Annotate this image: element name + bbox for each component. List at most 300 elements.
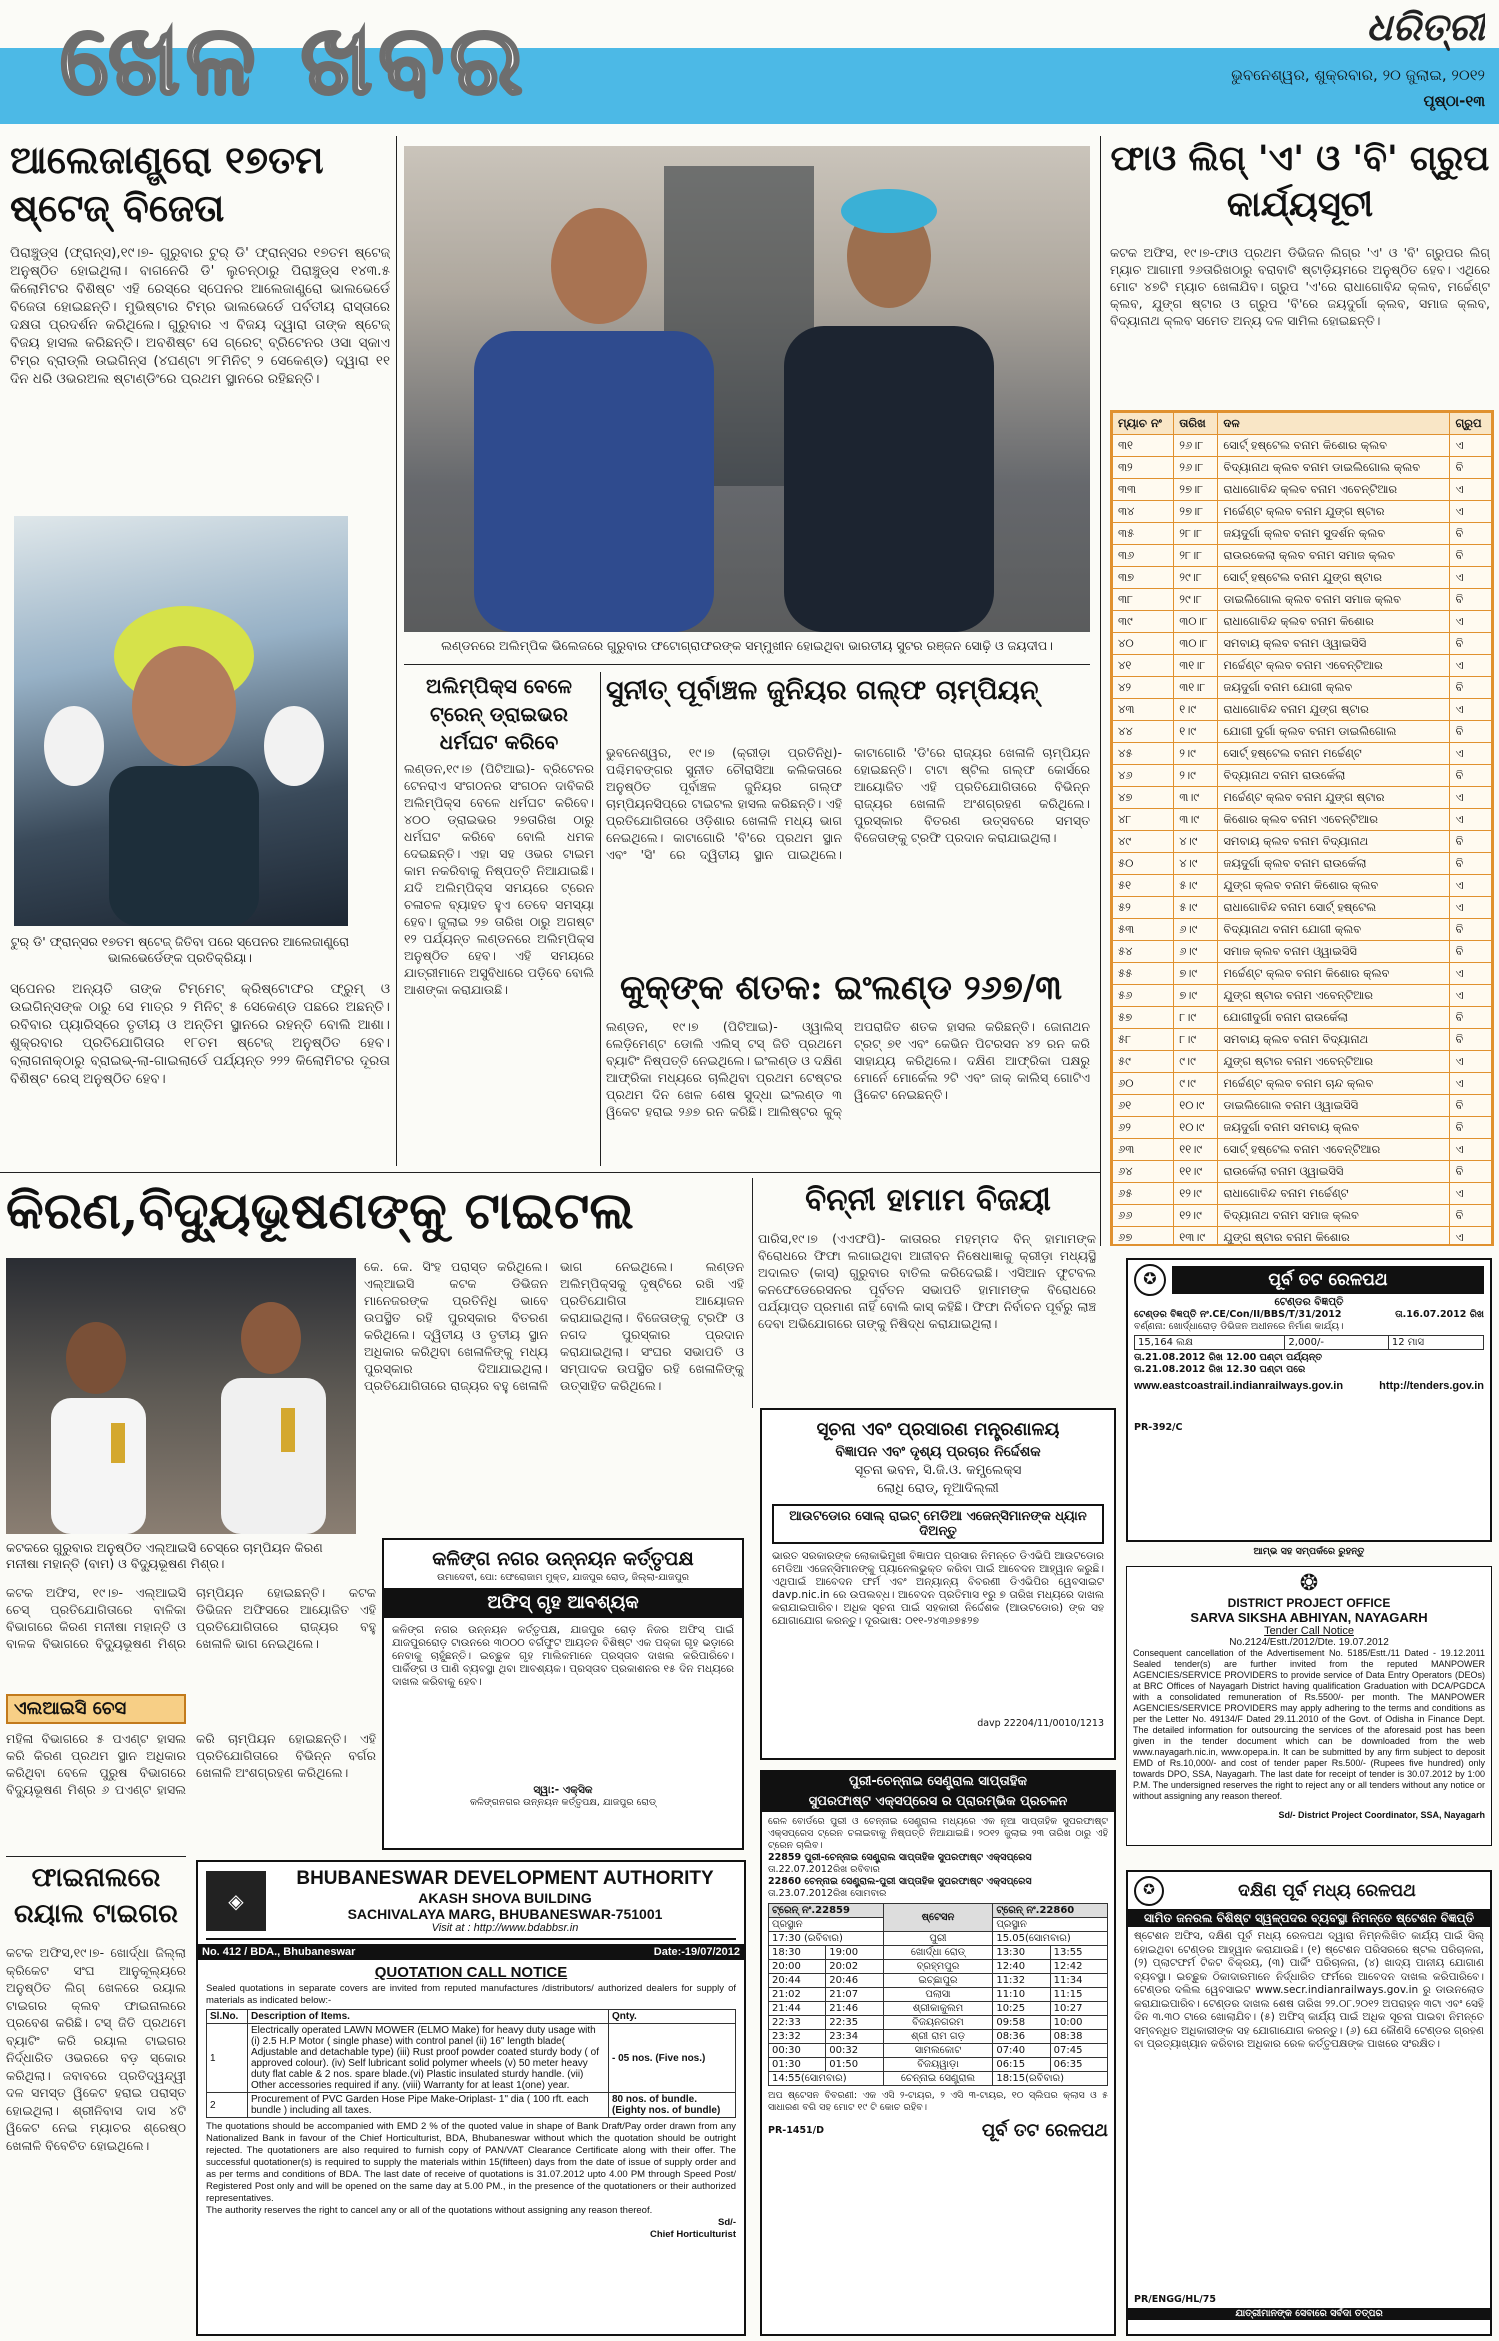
schedule-cell-teams: ରାଧାଗୋବିନ୍ଦ କ୍ଲବ ବନାମ ଏବେନ୍ଟିଆର <box>1218 479 1450 501</box>
schedule-cell-date: ୨।୯ <box>1174 743 1218 765</box>
schedule-row <box>1113 1007 1492 1029</box>
kiran-body-continued: ମହିଳା ବିଭାଗରେ ୫ ପଏଣ୍ଟ ହାସଲ କରି କିରଣ ପ୍ରଥମ ସ୍ଥାନ ଅଧିକାର କରିଥିବା ବେଳେ ପୁରୁଷ ବିଭାଗରେ ବିଦ୍ୟୁଭୂଷଣ ମିଶ୍ର ୬ ପଏଣ୍ଟ ହାସଲ କରି ଚାମ୍ପିୟନ ହୋଇଛନ୍ତି। ଏହି ପ୍ରତିଯୋଗିତାରେ ବିଭିନ୍ନ ବର୍ଗର ଖେଳାଳି ଅଂଶଗ୍ରହଣ କରିଥିଲେ। <box>6 1731 376 1797</box>
schedule-cell-match: ୫୩ <box>1113 919 1174 941</box>
schedule-row <box>1113 677 1492 699</box>
schedule-cell-group: ଏ <box>1450 743 1492 765</box>
schedule-cell-date: ୪।୯ <box>1174 853 1218 875</box>
train-strike-body: ଲଣ୍ଡନ,୧୯।୭ (ପିଟିଆଇ)- ବ୍ରିଟେନର ଟେନରାଏ ସଂଗଠନର ସଂଗଠନ ଦାବିକରି ଅଲିମ୍ପିକ୍ସ ବେଳେ ଧର୍ମଘଟ କରିବେ। ୪୦୦ ଡ୍ରାଇଭର ୨୭ତାରିଖ ଠାରୁ ଧର୍ମଘଟ କରିବେ ବୋଲି ଧମକ ଦେଇଛନ୍ତି। ଏହା ସହ ଓଭର ଟାଇମ କାମ ନକରିବାକୁ ନିଷ୍ପତ୍ତି ନିଆଯାଇଛି। ଯଦି ଅଲିମ୍ପିକ୍ସ ସମୟରେ ଟ୍ରେନ ଚଳାଚଳ ବ୍ୟାହତ ହୁଏ ତେବେ ସମସ୍ୟା ହେବ। ଜୁଲାଇ ୨୭ ତାରିଖ ଠାରୁ ଅଗଷ୍ଟ ୧୨ ପର୍ଯ୍ୟନ୍ତ ଲଣ୍ଡନରେ ଅଲିମ୍ପିକ୍ସ ଅନୁଷ୍ଠିତ ହେବ। ଏହି ସମୟରେ ଯାତ୍ରୀମାନେ ଅସୁବିଧାରେ ପଡ଼ିବେ ବୋଲି ଆଶଙ୍କା କରାଯାଉଛି। <box>404 761 594 997</box>
schedule-cell-group: ବି <box>1450 633 1492 655</box>
schedule-row <box>1113 545 1492 567</box>
headline-kiran: କିରଣ,ବିଦ୍ୟୁଭୂଷଣଙ୍କୁ ଟାଇଟଲ <box>6 1181 634 1241</box>
cyclist-illustration <box>14 516 348 926</box>
schedule-row <box>1113 721 1492 743</box>
schedule-row <box>1113 589 1492 611</box>
schedule-cell-date: ୬।୯ <box>1174 919 1218 941</box>
schedule-cell-teams: ଯୁଙ୍ଗ ଷ୍ଟାର ବନାମ କିଶୋର <box>1218 1227 1450 1247</box>
table-row: 21:02 21:07 ପଲାସା 11:10 11:15 <box>769 1988 1108 2002</box>
schedule-cell-group: ଏ <box>1450 501 1492 523</box>
kiran-body-lead: କଟକ ଅଫିସ, ୧୯।୭- ଏଲ୍‌ଆଇସି ଚେସ୍ ପ୍ରତିଯୋଗିତାରେ ବାଳିକା ବିଭାଗରେ କିରଣ ମନୀଷା ମହାନ୍ତି ଓ ବାଳକ ବିଭାଗରେ ବିଦ୍ୟୁଭୂଷଣ ମିଶ୍ର ଚାମ୍ପିୟନ ହୋଇଛନ୍ତି। କଟକ ଡିଭିଜନ ଅଫିସରେ ଆୟୋଜିତ ଏହି ପ୍ରତିଯୋଗିତାରେ ରାଜ୍ୟର ବହୁ ଖେଳାଳି ଭାଗ ନେଇଥିଲେ। <box>6 1585 376 1651</box>
schedule-row <box>1113 809 1492 831</box>
schedule-col-teams: ଦଳ <box>1218 413 1450 435</box>
schedule-cell-group: ବି <box>1450 1205 1492 1227</box>
schedule-row <box>1113 1227 1492 1247</box>
schedule-row <box>1113 919 1492 941</box>
ssa-tender-advertisement <box>1126 1566 1492 1846</box>
schedule-cell-teams: ସମବାୟ କ୍ଲବ ବନାମ ଓ୍ୱାଇସିସି <box>1218 633 1450 655</box>
schedule-cell-teams: ସୋର୍ଟ୍ ହଷ୍ଟେଲ ବନାମ ମର୍ଚ୍ଚେଣ୍ଟ <box>1218 743 1450 765</box>
schedule-cell-group: ବି <box>1450 1095 1492 1117</box>
schedule-row <box>1113 501 1492 523</box>
column-divider <box>396 136 397 1166</box>
schedule-row <box>1113 435 1492 457</box>
puri-brand: ପୂର୍ବ ତଟ ରେଳପଥ <box>981 2120 1108 2141</box>
schedule-row <box>1113 1073 1492 1095</box>
schedule-cell-match: ୬୭ <box>1113 1227 1174 1247</box>
schedule-cell-group: ବି <box>1450 1161 1492 1183</box>
schedule-cell-date: ୮।୯ <box>1174 1007 1218 1029</box>
headline-sunit-golf: ସୁନୀତ୍ ପୂର୍ବାଞ୍ଚଳ ଜୁନିୟର ଗଲ୍ଫ ଚାମ୍ପିୟନ୍ <box>606 676 1039 706</box>
schedule-cell-group: ଏ <box>1450 699 1492 721</box>
ssa-ref: No.2124/Estt./2012/Dte. 19.07.2012 <box>1229 1637 1389 1648</box>
fao-schedule-box <box>1110 410 1494 1246</box>
schedule-cell-group: ବି <box>1450 765 1492 787</box>
davp-sub: ବିଜ୍ଞାପନ ଏବଂ ଦୃଶ୍ୟ ପ୍ରଚାର ନିର୍ଦ୍ଦେଶକ <box>835 1444 1041 1460</box>
schedule-cell-match: ୫୧ <box>1113 875 1174 897</box>
schedule-cell-date: ୧୧।୯ <box>1174 1139 1218 1161</box>
winner1-shirt <box>51 1398 146 1534</box>
jersey-shape <box>109 766 259 926</box>
bda-col-no: Sl.No. <box>207 2010 248 2024</box>
davp-address: ସୂଚନା ଭବନ, ସି.ଜି.ଓ. କମ୍ପ୍ଲେକ୍ସ <box>854 1463 1022 1478</box>
schedule-cell-date: ୨୮।୮ <box>1174 545 1218 567</box>
schedule-row <box>1113 1139 1492 1161</box>
schedule-cell-match: ୫୨ <box>1113 897 1174 919</box>
schedule-cell-match: ୬୧ <box>1113 1095 1174 1117</box>
schedule-row <box>1113 457 1492 479</box>
schedule-cell-group: ଏ <box>1450 1073 1492 1095</box>
schedule-cell-group: ଏ <box>1450 435 1492 457</box>
east-coast-tender-advertisement <box>1126 1258 1492 1542</box>
secr-footer: ଯାତ୍ରୀମାନଙ୍କ ସେବାରେ ସର୍ବଦା ତତ୍ପର <box>1128 2308 1490 2320</box>
schedule-cell-date: ୫।୯ <box>1174 875 1218 897</box>
ecr-subtitle: ଟେଣ୍ଡର ବିଜ୍ଞପ୍ତି <box>1274 1296 1344 1308</box>
schedule-row <box>1113 1117 1492 1139</box>
bda-notice-title: QUOTATION CALL NOTICE <box>374 1964 568 1981</box>
section-divider <box>6 1856 186 1857</box>
schedule-cell-match: ୪୫ <box>1113 743 1174 765</box>
schedule-cell-group: ବି <box>1450 677 1492 699</box>
schedule-col-match: ମ୍ୟାଚ ନଂ <box>1113 413 1174 435</box>
schedule-cell-group: ବି <box>1450 523 1492 545</box>
puri-footer: ଅପ ଷ୍ଟେସନ ବିବରଣୀ: ଏକ ଏସି ୨-ଟାୟର, ୨ ଏସି ୩-ଟାୟର, ୧୦ ସ୍ଲିପର କ୍ଲାସ ଓ ୫ ସାଧାରଣ ବଗି ସହ ମୋଟ ୧୯ ଟି କୋଚ ରହିବ। <box>768 2090 1108 2113</box>
schedule-cell-date: ୬।୯ <box>1174 941 1218 963</box>
schedule-cell-group: ଏ <box>1450 655 1492 677</box>
schedule-cell-group: ଏ <box>1450 897 1492 919</box>
schedule-cell-group: ଏ <box>1450 875 1492 897</box>
schedule-cell-match: ୪୦ <box>1113 633 1174 655</box>
headline-tour: ଆଲେଜାଣ୍ଡ୍ରୋ ୧୭ତମ ଷ୍ଟେଜ୍ ବିଜେତା <box>10 137 324 230</box>
tour-body-continued: ସ୍ପେନର ଅନ୍ୟତି ତାଙ୍କ ଟିମ୍‌ମେଟ୍ କ୍ରିଷ୍ଟୋଫର ଫ୍ରୁମ୍ ଓ ଉଇଗିନ୍ସଙ୍କ ଠାରୁ ସେ ମାତ୍ର ୨ ମିନିଟ୍ ୫ ସେକେଣ୍ଡ ପଛରେ ଅଛନ୍ତି। ରବିବାର ପ୍ୟାରିସ୍‌ରେ ତୃତୀୟ ଓ ଅନ୍ତିମ ସ୍ଥାନରେ ରହନ୍ତି ବୋଲି ଆଶା। ଶୁକ୍ରବାର ପ୍ରତିଯୋଗିତାର ୧୮ତମ ଷ୍ଟେଜ୍ ଅନୁଷ୍ଠିତ ହେବ। ବ୍ଲାଗନାକ୍‌ଠାରୁ ବ୍ରାଇଭ୍-ଲା-ଗାଇଲାର୍ଡେ ପର୍ଯ୍ୟନ୍ତ ୨୨୨ କିଲୋମିଟର ଦୂରତା ବିଶିଷ୍ଟ ରେସ୍ ଅନୁଷ୍ଠିତ ହେବ। <box>10 981 390 1087</box>
bda-sub1: AKASH SHOVA BUILDING <box>418 1890 592 1906</box>
bda-col-qty: Qnty. <box>609 2010 736 2024</box>
table-row: 23:32 23:34 ଶ୍ରୀ ରାମ ଗଡ଼ 08:36 08:38 <box>769 2030 1108 2044</box>
section-divider <box>0 1172 1100 1173</box>
schedule-cell-group: ଏ <box>1450 809 1492 831</box>
schedule-cell-teams: ଯୁଙ୍ଗ ଷ୍ଟାର ବନାମ ଏବେନ୍ଟିଆର <box>1218 1051 1450 1073</box>
schedule-cell-teams: ସମବାୟ କ୍ଲବ ବନାମ ବିଦ୍ୟାନାଥ <box>1218 831 1450 853</box>
chess-winners-photo <box>6 1258 356 1534</box>
schedule-cell-date: ୧।୯ <box>1174 721 1218 743</box>
schedule-cell-date: ୪।୯ <box>1174 831 1218 853</box>
headline-royal-tiger: ଫାଇନାଲରେ ରୟାଲ ଟାଇଗର <box>13 1863 178 1929</box>
schedule-cell-match: ୪୮ <box>1113 809 1174 831</box>
railway-logo-icon: ✪ <box>1134 1264 1166 1296</box>
kalinga-body: କଳିଙ୍ଗ ନଗର ଉନ୍ନୟନ କର୍ତ୍ତୃପକ୍ଷ, ଯାଜପୁର ରୋଡ଼ ନିଜର ଅଫିସ୍ ପାଇଁ ଯାଜପୁରରୋଡ଼ ଟାଉନରେ ୩୦୦୦ ବର୍ଗଫୁଟ ଆୟତନ ବିଶିଷ୍ଟ ଏକ ପକ୍କା ଗୃହ ଭଡ଼ାରେ ନେବାକୁ ଚାହୁଁଛନ୍ତି। ଇଚ୍ଛୁକ ଗୃହ ମାଲିକମାନେ ପ୍ରସ୍ତାବ ଦାଖଲ କରିପାରିବେ। ପାର୍କିଙ୍ଗ ଓ ପାଣି ବ୍ୟବସ୍ଥା ଥିବା ଆବଶ୍ୟକ। ପ୍ରସ୍ତାବ ପ୍ରକାଶନର ୧୫ ଦିନ ମଧ୍ୟରେ ଦାଖଲ କରିବାକୁ ହେବ। <box>392 1624 734 1688</box>
schedule-cell-date: ୩।୯ <box>1174 787 1218 809</box>
schedule-cell-date: ୨୮।୮ <box>1174 523 1218 545</box>
fao-league-intro: କଟକ ଅଫିସ, ୧୯।୭-ଫାଓ ପ୍ରଥମ ଡିଭିଜନ ଲିଗ୍‌ର 'ଏ' ଓ 'ବି' ଗ୍ରୁପର ଲିଗ୍ ମ୍ୟାଚ ଆଗାମୀ ୨୬ତାରିଖଠାରୁ ବରାବାଟି ଷ୍ଟାଡ଼ିୟମରେ ଅନୁଷ୍ଠିତ ହେବ। ଏଥିରେ ମୋଟ ୪୭ଟି ମ୍ୟାଚ ଖେଳାଯିବ। ଗ୍ରୁପ 'ଏ'ରେ ରାଧାଗୋବିନ୍ଦ କ୍ଲବ, ମର୍ଚ୍ଚେଣ୍ଟ କ୍ଲବ, ଯୁଙ୍ଗ ଷ୍ଟାର ଓ ଗ୍ରୁପ 'ବି'ରେ ଜୟଦୁର୍ଗା କ୍ଲବ, ସମାଜ କ୍ଲବ, ବିଦ୍ୟାନାଥ କ୍ଲବ ସମେତ ଅନ୍ୟ ଦଳ ସାମିଲ ହୋଇଛନ୍ତି। <box>1110 245 1490 328</box>
schedule-cell-group: ଏ <box>1450 479 1492 501</box>
face-shape <box>132 646 236 766</box>
table-row: 18:30 19:00 ଖୋର୍ଦ୍ଧା ରୋଡ୍ 13:30 13:55 <box>769 1946 1108 1960</box>
schedule-cell-teams: ବିଦ୍ୟାନାଥ କ୍ଲବ ବନାମ ଡାଇଲିଗୋଲ କ୍ଲବ <box>1218 457 1450 479</box>
schedule-cell-match: ୩୭ <box>1113 567 1174 589</box>
table-row: 2 Procurement of PVC Garden Hose Pipe Make-Oriplast- 1" dia ( 100 rft. each bundle ) including all taxes. 80 nos. of bundle. (Eighty nos. of bundle) <box>207 2093 736 2118</box>
lic-chess-label: ଏଲଆଇସି ଚେସ <box>6 1694 186 1724</box>
shooters-photo <box>404 146 1090 632</box>
schedule-cell-teams: ରାଉରକେଲା କ୍ଲବ ବନାମ ସମାଜ କ୍ଲବ <box>1218 545 1450 567</box>
bda-items-table <box>206 2009 736 2118</box>
puri-th-right: ଟ୍ରେନ୍ ନଂ.22860 <box>993 1904 1108 1918</box>
puri-line1: 22859 ପୁରୀ-ଚେନ୍ନାଇ ସେଣ୍ଟ୍ରାଲ ସାପ୍ତାହିକ ସୁପରଫାଷ୍ଟ ଏକ୍ସପ୍ରେସ <box>768 1852 1032 1863</box>
kalinga-bar: ଅଫିସ୍ ଗୃହ ଆବଶ୍ୟକ <box>384 1588 742 1618</box>
schedule-row <box>1113 941 1492 963</box>
schedule-row <box>1113 985 1492 1007</box>
bda-website: Visit at : http://www.bdabbsr.in <box>431 1922 579 1934</box>
schedule-row <box>1113 1183 1492 1205</box>
ssa-org: SARVA SIKSHA ABHIYAN, NAYAGARH <box>1190 1610 1428 1625</box>
schedule-row <box>1113 853 1492 875</box>
schedule-cell-date: ୨୭।୮ <box>1174 479 1218 501</box>
schedule-cell-date: ୮।୯ <box>1174 1029 1218 1051</box>
schedule-cell-match: ୬୫ <box>1113 1183 1174 1205</box>
schedule-cell-match: ୪୪ <box>1113 721 1174 743</box>
schedule-cell-group: ଏ <box>1450 985 1492 1007</box>
schedule-row <box>1113 963 1492 985</box>
headline-binny-hamam: ବିନ୍ନୀ ହାମାମ ବିଜୟୀ <box>805 1182 1051 1218</box>
kalinga-title: କଳିଙ୍ଗ ନଗର ଉନ୍ନୟନ କର୍ତ୍ତୃପକ୍ଷ <box>432 1548 694 1570</box>
winner2-shirt <box>221 1378 326 1534</box>
schedule-cell-teams: ବିଦ୍ୟାନାଥ ବନାମ ରାଉର୍କେଲା <box>1218 765 1450 787</box>
schedule-cell-group: ବି <box>1450 589 1492 611</box>
column-divider <box>1100 136 1101 1246</box>
puri-line2: 22860 ଚେନ୍ନାଇ ସେଣ୍ଟ୍ରାଲ-ପୁରୀ ସାପ୍ତାହିକ ସୁପରଫାଷ୍ଟ ଏକ୍ସପ୍ରେସ <box>768 1876 1032 1887</box>
fao-schedule-table <box>1112 412 1492 1246</box>
schedule-row <box>1113 523 1492 545</box>
cyclist-photo <box>14 516 348 926</box>
schedule-cell-group: ବି <box>1450 457 1492 479</box>
davp-body: ଭାରତ ସରକାରଙ୍କ ଲୋକାଭିମୁଖୀ ବିଜ୍ଞାପନ ପ୍ରସାର ନିମନ୍ତେ ଡିଏଭିପି ଆଉଟଡୋର ମେଡିଆ ଏଜେନ୍ସିମାନଙ୍କୁ ପ୍ୟାନେଲଭୁକ୍ତ କରିବା ପାଇଁ ଆବେଦନ ଆହ୍ୱାନ କରୁଛି। ଏଥିପାଇଁ ଆବେଦନ ଫର୍ମ ଏବଂ ଅନ୍ୟାନ୍ୟ ବିବରଣୀ ଡିଏଭିପିର ୱେବସାଇଟ davp.nic.in ରେ ଉପଲବ୍ଧ। ଆବେଦନ ପ୍ରତିମାସ ୧ରୁ ୭ ତାରିଖ ମଧ୍ୟରେ ଦାଖଲ କରାଯାଇପାରିବ। ଅଧିକ ସୂଚନା ପାଇଁ ସହକାରୀ ନିର୍ଦ୍ଦେଶକ (ଆଉଟଡୋର) ଙ୍କ ସହ ଯୋଗାଯୋଗ କରନ୍ତୁ। ଦୂରଭାଷ: ୦୧୧-୨୪୩୬୭୫୨୭ <box>772 1550 1104 1627</box>
schedule-cell-group: ବି <box>1450 831 1492 853</box>
chess-photo-caption: କଟକରେ ଗୁରୁବାର ଅନୁଷ୍ଠିତ ଏଲ୍‌ଆଇସି ଚେସ୍‌ରେ ଚାମ୍ପିୟନ କିରଣ ମନୀଷା ମହାନ୍ତି (ବାମ) ଓ ବିଦ୍ୟୁଭୂଷଣ ମିଶ୍ର। <box>6 1540 323 1571</box>
dateline: ଭୁବନେଶ୍ୱର, ଶୁକ୍ରବାର, ୨୦ ଜୁଲାଇ, ୨୦୧୨ <box>1231 66 1485 84</box>
schedule-cell-group: ଏ <box>1450 963 1492 985</box>
kalinga-address: ଉମାଦେବୀ, ପୋ: ଫେରୋଜାମ ମୁକ୍ତ, ଯାଜପୁର ରୋଡ୍, ଜିଲ୍ଲା-ଯାଜପୁର <box>437 1572 689 1583</box>
binny-hamam-body: ପାରିସ,୧୯।୭ (ଏଏଫପି)- କାତାରର ମହମ୍ମଦ ବିନ୍ ହାମାମଙ୍କ ବିରୋଧରେ ଫିଫା ଲଗାଇଥିବା ଆଜୀବନ ନିଷେଧାଜ୍ଞାକୁ କ୍ରୀଡ଼ା ମଧ୍ୟସ୍ଥି ଅଦାଲତ (କାସ୍) ଗୁରୁବାର ବାତିଲ କରିଦେଇଛି। ଏସିଆନ ଫୁଟବଲ କନଫେଡେରେସନର ପୂର୍ବତନ ସଭାପତି ହାମାମଙ୍କ ବିରୋଧରେ ପର୍ଯ୍ୟାପ୍ତ ପ୍ରମାଣ ନାହିଁ ବୋଲି କାସ୍ କହିଛି। ଫିଫା ନିର୍ବାଚନ ପୂର୍ବରୁ ଲାଞ୍ଚ ଦେବା ଅଭିଯୋଗରେ ତାଙ୍କୁ ନିଷିଦ୍ଧ କରାଯାଇଥିଲା। <box>758 1231 1096 1331</box>
schedule-cell-group: ବି <box>1450 1029 1492 1051</box>
schedule-cell-teams: ଯୋଗୀ ଦୁର୍ଗା କ୍ଲବ ବନାମ ଡାଇଲିଗୋଲ <box>1218 721 1450 743</box>
secr-title: ଦକ୍ଷିଣ ପୂର୍ବ ମଧ୍ୟ ରେଳପଥ <box>1238 1881 1416 1901</box>
puri-timetable: ଟ୍ରେନ୍ ନଂ.22859 ଷ୍ଟେସନ ଟ୍ରେନ୍ ନଂ.22860 ପ୍ରସ୍ଥାନ ପ୍ରସ୍ଥାନ 17:30 (ରବିବାର) ପୁରୀ 15.05(ସୋମବାର) 18:30 19:00 ଖୋର୍ଦ୍ଧା ରୋଡ୍ 13:30 13:55 20:00 20:02 ବ୍ରହ୍ମପୁର 12:40 12:42 20:44 20:46 ଇଚ୍ଛାପୁର 11:32 11:34 21:02 21:07 ପଲାସା 11:10 11:15 21:44 21:46 ଶ୍ରୀକାକୁଲମ 10:25 10:27 22:33 22:35 ବିଜୟନଗରମ 09:58 10:00 23:32 23:34 ଶ୍ରୀ ରାମ ଗଡ଼ 08:36 08:38 00:30 00:32 ସାମଲକୋଟ 07:40 07:45 01:30 01:50 ବିଜୟୱାଡ଼ା 06:15 06:35 14:55(ସୋମବାର) ଚେନ୍ନାଇ ସେଣ୍ଟ୍ରାଲ 18:15(ରବିବାର) <box>768 1903 1108 2086</box>
schedule-cell-date: ୫।୯ <box>1174 897 1218 919</box>
schedule-cell-teams: ରାଧାଗୋବିନ୍ଦ କ୍ଲବ ବନାମ କିଶୋର <box>1218 611 1450 633</box>
table-row: 20:00 20:02 ବ୍ରହ୍ମପୁର 12:40 12:42 <box>769 1960 1108 1974</box>
center-divider <box>404 664 1090 665</box>
person1-face <box>551 208 647 324</box>
headline-cook-century: କୁକ୍‌ଙ୍କ ଶତକ: ଇଂଲଣ୍ଡ ୨୬୭/୩ <box>620 968 1062 1008</box>
davp-highlight: ଆଉଟଡୋର ସୋଲ୍ ରାଇଟ୍ ମେଡିଆ ଏଜେନ୍ସିମାନଙ୍କ ଧ୍ୟାନ ଦିଅନ୍ତୁ <box>772 1504 1104 1544</box>
schedule-cell-match: ୪୬ <box>1113 765 1174 787</box>
schedule-cell-group: ବି <box>1450 853 1492 875</box>
ssa-body: Consequent cancellation of the Advertisement No. 5185/Estt./11 Dated - 19.12.2011 Sealed tender(s) are further invited from the reputed MANPOWER AGENCIES/SERVICE PROVIDERS to provide service of Data Entry Operators (DEOs) at BRC Offices of Nayagarh District having qualification Graduation with DCA/PGDCA with a consolidated remuneration of Rs.5500/- per month. The MANPOWER AGENCIES/SERVICE PROVIDERS may apply adhering to the terms and conditions as per the Letter No. 49134/F Dated 29.11.2010 of the Govt. of Odisha in Finance Dept. The detailed information for outsourcing the services of the aforesaid post has been given in the tender document which can be downloaded from the web www.nayagarh.nic.in, www.opepa.in. It can be submitted by any firm subject to deposit EMD of Rs.10,000/- and cost of tender paper Rs.500/- (Rupees five hundred) only towards DPO, SSA, Nayagarh. The last date for receipt of tender is 30.07.2012 by 1:00 P.M. The undersigned reserves the right to reject any or all tenders without any notice or without assigning any reason thereof. <box>1133 1648 1485 1801</box>
ssa-office: DISTRICT PROJECT OFFICE <box>1227 1596 1391 1610</box>
schedule-cell-date: ୧୨।୯ <box>1174 1183 1218 1205</box>
schedule-row <box>1113 655 1492 677</box>
schedule-cell-teams: ବିଦ୍ୟାନାଥ ବନାମ ଯୋଗୀ କ୍ଲବ <box>1218 919 1450 941</box>
schedule-cell-match: ୩୫ <box>1113 523 1174 545</box>
schedule-cell-teams: ଜୟଦୁର୍ଗା ବନାମ ସମବାୟ କ୍ଲବ <box>1218 1117 1450 1139</box>
ecr-line1: ବର୍ଣ୍ଣନା: ଖୋର୍ଦ୍ଧାରୋଡ଼ ଡିଭିଜନ ଅଧୀନରେ ନିର୍ମାଣ କାର୍ଯ୍ୟ। <box>1134 1321 1344 1332</box>
schedule-cell-date: ୯।୯ <box>1174 1051 1218 1073</box>
headline-train-strike: ଅଲିମ୍ପିକ୍ସ ବେଳେ ଟ୍ରେନ୍ ଡ୍ରାଇଭର ଧର୍ମଘଟ କରିବେ <box>425 674 572 754</box>
schedule-cell-match: ୫୭ <box>1113 1007 1174 1029</box>
schedule-cell-teams: ସୋର୍ଟ୍ ହଷ୍ଟେଲ ବନାମ କିଶୋର କ୍ଲବ <box>1218 435 1450 457</box>
ssa-sign: Sd/- District Project Coordinator, SSA, Nayagarh <box>1278 1810 1485 1820</box>
schedule-cell-match: ୩୨ <box>1113 457 1174 479</box>
schedule-row <box>1113 1161 1492 1183</box>
schedule-cell-date: ୩।୯ <box>1174 809 1218 831</box>
schedule-cell-teams: ଯୋଗୀଦୁର୍ଗା ବନାମ ରାଉର୍କେଲା <box>1218 1007 1450 1029</box>
puri-line1b: ତା.22.07.2012ରିଖ ରବିବାର <box>768 1864 880 1875</box>
glove-right <box>264 706 324 786</box>
davp-title: ସୂଚନା ଏବଂ ପ୍ରସାରଣ ମନ୍ତ୍ରଣାଳୟ <box>816 1419 1060 1440</box>
schedule-cell-date: ୧୦।୯ <box>1174 1117 1218 1139</box>
bda-title: BHUBANESWAR DEVELOPMENT AUTHORITY <box>296 1868 714 1889</box>
person1-jacket <box>474 331 714 632</box>
schedule-cell-teams: ଜୟଦୁର୍ଗା କ୍ଲବ ବନାମ ରାଉର୍କେଲା <box>1218 853 1450 875</box>
schedule-cell-date: ୯।୯ <box>1174 1073 1218 1095</box>
schedule-cell-teams: ମର୍ଚ୍ଚେଣ୍ଟ କ୍ଲବ ବନାମ ଚାନ୍ଦ କ୍ଲବ <box>1218 1073 1450 1095</box>
column-divider <box>600 672 601 1166</box>
schedule-cell-teams: ଯୁଙ୍ଗ କ୍ଲବ ବନାମ କିଶୋର କ୍ଲବ <box>1218 875 1450 897</box>
schedule-row <box>1113 611 1492 633</box>
kalinga-sign: ସ୍ୱା:- ଏକ୍ସିକ <box>533 1784 593 1796</box>
schedule-cell-match: ୩୧ <box>1113 435 1174 457</box>
ecr-website[interactable]: www.eastcoastrail.indianrailways.gov.in <box>1134 1380 1344 1392</box>
puri-code: PR-1451/D <box>768 2124 825 2136</box>
chess-winners-illustration <box>6 1258 356 1534</box>
schedule-cell-group: ବି <box>1450 919 1492 941</box>
kiran-body: କେ. କେ. ସିଂହ ପରାସ୍ତ କରିଥିଲେ। ଏଲ୍‌ଆଇସି କଟକ ଡିଭିଜନ ମାନେଜରଙ୍କ ପ୍ରତିନିଧି ଭାବେ ଉପସ୍ଥିତ ରହି ପୁରସ୍କାର ବିତରଣ କରିଥିଲେ। ଦ୍ୱିତୀୟ ଓ ତୃତୀୟ ସ୍ଥାନ ଅଧିକାର କରିଥିବା ଖେଳାଳିଙ୍କୁ ମଧ୍ୟ ପୁରସ୍କାର ଦିଆଯାଇଥିଲା। ପ୍ରତିଯୋଗିତାରେ ରାଜ୍ୟର ବହୁ ଖେଳାଳି ଭାଗ ନେଇଥିଲେ। ଲଣ୍ଡନ ଅଲିମ୍ପିକ୍ସକୁ ଦୃଷ୍ଟିରେ ରଖି ଏହି ପ୍ରତିଯୋଗିତା ଆୟୋଜନ କରାଯାଇଥିଲା। ବିଜେତାଙ୍କୁ ଟ୍ରଫି ଓ ନଗଦ ପୁରସ୍କାର ପ୍ରଦାନ କରାଯାଇଥିଲା। ସଂଘର ସଭାପତି ଓ ସମ୍ପାଦକ ଉପସ୍ଥିତ ରହି ଖେଳାଳିଙ୍କୁ ଉତ୍ସାହିତ କରିଥିଲେ। <box>364 1259 744 1393</box>
masthead-title: ଖେଳ ଖବର <box>60 3 529 116</box>
schedule-cell-group: ବି <box>1450 1117 1492 1139</box>
bda-advertisement <box>196 1860 746 2336</box>
schedule-cell-match: ୪୩ <box>1113 699 1174 721</box>
schedule-row <box>1113 479 1492 501</box>
ecr-footer: ଆମ୍ଭ ସହ ସମ୍ପର୍କରେ ରୁହନ୍ତୁ <box>1253 1546 1365 1557</box>
puri-title2: ସୁପରଫାଷ୍ଟ ଏକ୍ସପ୍ରେସ ର ପ୍ରାରମ୍ଭିକ ପ୍ରଚଳନ <box>762 1792 1114 1812</box>
davp-advertisement <box>760 1408 1116 1760</box>
schedule-cell-match: ୪୨ <box>1113 677 1174 699</box>
schedule-cell-match: ୩୪ <box>1113 501 1174 523</box>
schedule-col-date: ତାରିଖ <box>1174 413 1218 435</box>
schedule-header-row <box>1113 413 1492 435</box>
schedule-cell-date: ୧୦।୯ <box>1174 1095 1218 1117</box>
schedule-cell-match: ୫୬ <box>1113 985 1174 1007</box>
ecr-closing: ତା.21.08.2012 ରିଖ 12.00 ଘଣ୍ଟା ପର୍ଯ୍ୟନ୍ତ <box>1134 1352 1323 1363</box>
trophy1 <box>111 1423 125 1463</box>
schedule-row <box>1113 633 1492 655</box>
schedule-cell-date: ୨୬।୮ <box>1174 457 1218 479</box>
schedule-cell-group: ବି <box>1450 941 1492 963</box>
shooters-illustration <box>404 146 1090 632</box>
table-row: 21:44 21:46 ଶ୍ରୀକାକୁଲମ 10:25 10:27 <box>769 2002 1108 2016</box>
schedule-cell-date: ୩୦।୮ <box>1174 611 1218 633</box>
schedule-cell-group: ବି <box>1450 1007 1492 1029</box>
schedule-cell-teams: ବିଦ୍ୟାନାଥ ବନାମ ସମାଜ କ୍ଲବ <box>1218 1205 1450 1227</box>
schedule-cell-teams: କିଶୋର କ୍ଲବ ବନାମ ଏବେନ୍ଟିଆର <box>1218 809 1450 831</box>
secr-code: PR/ENGG/HL/75 <box>1134 2294 1216 2305</box>
newspaper-brand: ଧରିତ୍ରୀ <box>1366 4 1485 49</box>
table-row: 22:33 22:35 ବିଜୟନଗରମ 09:58 10:00 <box>769 2016 1108 2030</box>
schedule-cell-teams: ଜୟଦୁର୍ଗା ବନାମ ଯୋଗୀ କ୍ଲବ <box>1218 677 1450 699</box>
schedule-row <box>1113 1029 1492 1051</box>
schedule-cell-teams: ମର୍ଚ୍ଚେଣ୍ଟ କ୍ଲବ ବନାମ ଏବେନ୍ଟିଆର <box>1218 655 1450 677</box>
bda-sign2: Chief Horticulturist <box>649 2229 736 2240</box>
schedule-cell-teams: ଯୁଙ୍ଗ ଷ୍ଟାର ବନାମ ଏବେନ୍ଟିଆର <box>1218 985 1450 1007</box>
schedule-row <box>1113 1051 1492 1073</box>
bda-col-desc: Description of Items. <box>248 2010 609 2024</box>
schedule-cell-group: ବି <box>1450 721 1492 743</box>
table-row: 1 Electrically operated LAWN MOWER (ELMO Make) for heavy duty usage with (i) 2.5 H.P Motor ( single phase) with control panel (ii) 16" length blade( Adjustable and detachable type) (iii) Rust proof powder coated sturdy body ( of approved colour). (iv) Self lubricant solid polymer wheels (v) 50 meter heavy duty flat cable & 2 nos. spare blade.(vi) Plastic insulated sturdy handle. (vii) Other accessories required if any. (viii) Warranty for at least 1(one) year. - 05 nos. (Five nos.) <box>207 2024 736 2093</box>
schedule-cell-match: ୫୫ <box>1113 963 1174 985</box>
tour-body: ପିରାଞ୍ଚୁଡ୍ସ (ଫ୍ରାନ୍ସ),୧୯।୭- ଗୁରୁବାର ଟୁର୍ ଡି' ଫ୍ରାନ୍ସର ୧୭ତମ ଷ୍ଟେଜ୍ ଅନୁଷ୍ଠିତ ହୋଇଥିଲା। ବାଗନେରି ଡି' ଲୁଚନ୍‌ଠାରୁ ପିରାଞ୍ଚୁଡ୍ସ ୧୪୩.୫ କିଲୋମିଟର ବିଶିଷ୍ଟ ଏହି ରେସ୍‌ରେ ସ୍ପେନର ଆଲେଜାଣ୍ଡ୍ରୋ ଭାଲଭେର୍ଡେ ବିଜେତା ହୋଇଛନ୍ତି। ମୁଭିଷ୍ଟାର ଟିମ୍‌ର ଭାଲଭେର୍ଡେ ପର୍ବତୀୟ ରାସ୍ତାରେ ଦକ୍ଷତା ପ୍ରଦର୍ଶନ କରିଥିଲେ। ଗୁରୁବାର ଏ ବିଜୟ ଦ୍ୱାରା ତାଙ୍କ ଷ୍ଟେଜ୍ ବିଜୟ ହାସଲ କରିଛନ୍ତି। ଅବଶିଷ୍ଟ ସେ ଗ୍ରେଟ୍ ବ୍ରିଟେନର ଓସା ସ୍କାଏ ଟିମ୍‌ର ବ୍ରାଡ୍ଲି ଉଇଗିନ୍ସ (୪ଘଣ୍ଟା ୨୮ମିନିଟ୍ ୨ ସେକେଣ୍ଡ) ଦ୍ୱାରା ୧୧ ଦିନ ଧରି ଓଭରଅଲ ଷ୍ଟାଣ୍ଡିଂରେ ପ୍ରଥମ ସ୍ଥାନରେ ରହିଛନ୍ତି। <box>10 245 390 387</box>
schedule-cell-match: ୫୯ <box>1113 1051 1174 1073</box>
schedule-cell-match: ୩୩ <box>1113 479 1174 501</box>
bda-terms2: The authority reserves the right to cancel any or all of the quotations without assigning any reason thereof. <box>206 2205 653 2216</box>
schedule-cell-date: ୨।୯ <box>1174 765 1218 787</box>
kalinga-sign2: କଳିଙ୍ଗନଗର ଉନ୍ନୟନ କର୍ତ୍ତୃପକ୍ଷ, ଯାଜପୁର ରୋଡ୍ <box>470 1797 656 1808</box>
column-divider <box>752 1178 753 1408</box>
schedule-cell-match: ୩୬ <box>1113 545 1174 567</box>
davp-address2: ଲୋଧି ରୋଡ୍, ନୂଆଦିଲ୍ଲୀ <box>877 1481 999 1496</box>
ecr-title: ପୂର୍ବ ତଟ ରେଳପଥ <box>1172 1266 1484 1294</box>
winner1-face <box>66 1322 126 1394</box>
schedule-cell-teams: ସମାଜ କ୍ଲବ ବନାମ ଓ୍ୱାଇସିସି <box>1218 941 1450 963</box>
schedule-cell-match: ୬୪ <box>1113 1161 1174 1183</box>
schedule-cell-group: ଏ <box>1450 1183 1492 1205</box>
secr-bar: ସାମିତ ଜନରଲ ବିଶିଷ୍ଟ ସ୍ୱଳ୍ପଦର ବ୍ୟବସ୍ଥା ନିମନ୍ତେ ଷ୍ଟେଶନ ବିଜ୍ଞପ୍ତି <box>1128 1909 1490 1927</box>
glove-left <box>44 706 104 786</box>
tour-photo-caption: ଟୁର୍ ଡି' ଫ୍ରାନ୍ସର ୧୭ତମ ଷ୍ଟେଜ୍ ଜିତିବା ପରେ ସ୍ପେନର ଆଲେଜାଣ୍ଡ୍ରୋ ଭାଲଭେର୍ଡେଙ୍କ ପ୍ରତିକ୍ରିୟା। <box>10 934 350 965</box>
schedule-cell-teams: ସୋର୍ଟ୍ ହଷ୍ଟେଲ ବନାମ ଏବେନ୍ଟିଆର <box>1218 1139 1450 1161</box>
ecr-table: 15,164 ଲକ୍ଷ 2,000/- 12 ମାସ <box>1134 1335 1484 1350</box>
trophy2 <box>281 1408 295 1452</box>
schedule-row <box>1113 875 1492 897</box>
page-number: ପୃଷ୍ଠା-୧୩ <box>1423 92 1485 110</box>
schedule-cell-teams: ମର୍ଚ୍ଚେଣ୍ଟ କ୍ଲବ ବନାମ କିଶୋର କ୍ଲବ <box>1218 963 1450 985</box>
schedule-cell-teams: ରାଧାଗୋବିନ୍ଦ ବନାମ ଯୁଙ୍ଗ ଷ୍ଟାର <box>1218 699 1450 721</box>
schedule-cell-date: ୭।୯ <box>1174 963 1218 985</box>
ssa-emblem-icon: ❂ <box>1299 1571 1319 1596</box>
schedule-row <box>1113 1205 1492 1227</box>
schedule-cell-match: ୪୯ <box>1113 831 1174 853</box>
schedule-cell-match: ୩୯ <box>1113 611 1174 633</box>
puri-title: ପୁରୀ-ଚେନ୍ନାଇ ସେଣ୍ଟ୍ରାଲ ସାପ୍ତାହିକ <box>762 1772 1114 1792</box>
bda-logo-icon: ◈ <box>206 1871 266 1931</box>
bda-sub2: SACHIVALAYA MARG, BHUBANESWAR-751001 <box>347 1906 663 1922</box>
schedule-cell-date: ୩୧।୮ <box>1174 677 1218 699</box>
schedule-cell-date: ୨୯।୮ <box>1174 567 1218 589</box>
schedule-cell-date: ୧୨।୯ <box>1174 1205 1218 1227</box>
person2-cap <box>841 189 937 233</box>
cook-century-body: ଲଣ୍ଡନ, ୧୯।୭ (ପିଟିଆଇ)- ଓ୍ୱାଲିସ୍ ଲେଡ଼ିମେଣ୍ଟ ଡୋଲି ଏଲିସ୍ ଟସ୍ ଜିତି ପ୍ରଥମେ ବ୍ୟାଟିଂ ନିଷ୍ପତ୍ତି ନେଇଥିଲେ। ଇଂଲଣ୍ଡ ଓ ଦକ୍ଷିଣ ଆଫ୍ରିକା ମଧ୍ୟରେ ଚାଲିଥିବା ପ୍ରଥମ ଟେଷ୍ଟର ପ୍ରଥମ ଦିନ ଖେଳ ଶେଷ ସୁଦ୍ଧା ଇଂଲଣ୍ଡ ୩ ୱିକେଟ ହରାଇ ୨୬୭ ରନ କରିଛି। ଆଲିଷ୍ଟର କୁକ୍ ଅପରାଜିତ ଶତକ ହାସଲ କରିଛନ୍ତି। ଜୋନାଥନ ଟ୍ରଟ୍ ୭୧ ଏବଂ କେଭିନ ପିଟରସନ ୪୨ ରନ କରି ସାହାଯ୍ୟ କରିଥିଲେ। ଦକ୍ଷିଣ ଆଫ୍ରିକା ପକ୍ଷରୁ ମୋର୍ନେ ମୋର୍କେଲ ୨ଟି ଏବଂ ଜାକ୍ କାଲିସ୍ ଗୋଟିଏ ୱିକେଟ ନେଇଛନ୍ତି। <box>606 1019 1090 1119</box>
schedule-row <box>1113 765 1492 787</box>
schedule-cell-teams: ମର୍ଚ୍ଚେଣ୍ଟ କ୍ଲବ ବନାମ ଯୁଙ୍ଗ ଷ୍ଟାର <box>1218 501 1450 523</box>
secr-body: ଷ୍ଟେଶନ ଅଫିସ, ଦକ୍ଷିଣ ପୂର୍ବ ମଧ୍ୟ ରେଳପଥ ଦ୍ୱାରା ନିମ୍ନଲିଖିତ କାର୍ଯ୍ୟ ପାଇଁ ସିଲ୍ ହୋଇଥିବା ଟେଣ୍ଡର ଆହ୍ୱାନ କରାଯାଉଛି। (୧) ଷ୍ଟେଶନ ପରିସରରେ ଷ୍ଟଲ ପରିଚାଳନା, (୨) ପ୍ଲାଟଫର୍ମ ଟିକଟ ବିକ୍ରୟ, (୩) ପାର୍କିଂ ପରିଚାଳନା, (୪) ଖାଦ୍ୟ ପାନୀୟ ଯୋଗାଣ ବ୍ୟବସ୍ଥା। ଇଚ୍ଛୁକ ଠିକାଦାରମାନେ ନିର୍ଦ୍ଧାରିତ ଫର୍ମରେ ଆବେଦନ ଦାଖଲ କରିପାରିବେ। ଟେଣ୍ଡର ଦଲିଲ ୱେବସାଇଟ www.secr.indianrailways.gov.in ରୁ ଡାଉନଲୋଡ କରାଯାଇପାରିବ। ଟେଣ୍ଡର ଦାଖଲ ଶେଷ ତାରିଖ ୨୨.୦୮.୨୦୧୨ ଅପରାହ୍ନ ୩ଟା ଏବଂ ସେହି ଦିନ ୩.୩୦ ଟାରେ ଖୋଲାଯିବ। (୫) ଅଫିସ୍ କାର୍ଯ୍ୟ ପାଇଁ ଅଧିକ ସୂଚନା ପାଇବା ନିମନ୍ତେ ସମ୍ବନ୍ଧିତ ଅଧିକାରୀଙ୍କ ସହ ଯୋଗାଯୋଗ କରନ୍ତୁ। (୬) ଯେ କୌଣସି ଟେଣ୍ଡର ଗ୍ରହଣ ବା ପ୍ରତ୍ୟାଖ୍ୟାନ କରିବାର ଅଧିକାର ରେଳ କର୍ତ୍ତୃପକ୍ଷଙ୍କ ପାଖରେ ସଂରକ୍ଷିତ। <box>1134 1930 1484 2050</box>
schedule-cell-date: ୩୧।୮ <box>1174 655 1218 677</box>
schedule-row <box>1113 743 1492 765</box>
ecr-ref: ଟେଣ୍ଡର ବିଜ୍ଞପ୍ତି ନଂ.CE/Con/II/BBS/T/31/2012 <box>1134 1309 1342 1320</box>
schedule-cell-teams: ଡାଇଲିଗୋଲ ବନାମ ଓ୍ୱାଇସିସି <box>1218 1095 1450 1117</box>
schedule-cell-teams: ସମବାୟ କ୍ଲବ ବନାମ ବିଦ୍ୟାନାଥ <box>1218 1029 1450 1051</box>
puri-th-station: ଷ୍ଟେସନ <box>883 1904 993 1932</box>
schedule-cell-group: ଏ <box>1450 1051 1492 1073</box>
schedule-cell-group: ଏ <box>1450 1227 1492 1247</box>
schedule-cell-date: ୧୧।୯ <box>1174 1161 1218 1183</box>
schedule-cell-teams: ଡାଇଲିଗୋଲ କ୍ଲବ ବନାମ ସମାଜ କ୍ଲବ <box>1218 589 1450 611</box>
schedule-row <box>1113 1095 1492 1117</box>
sunit-golf-body: ଭୁବନେଶ୍ୱର, ୧୯।୭ (କ୍ରୀଡ଼ା ପ୍ରତିନିଧି)- ପଶ୍ଚିମବଙ୍ଗର ସୁନୀତ ଚୌରାସିଆ କଲିକତାରେ ଅନୁଷ୍ଠିତ ପୂର୍ବାଞ୍ଚଳ ଜୁନିୟର ଗଲ୍ଫ ଚାମ୍ପିୟନସିପ୍‌ରେ ଟାଇଟଲ ହାସଲ କରିଛନ୍ତି। ଏହି ପ୍ରତିଯୋଗିତାରେ ଓଡ଼ିଶାର ଖେଳାଳି ମଧ୍ୟ ଭାଗ ନେଇଥିଲେ। କାଟାଗୋରି 'ବି'ରେ ପ୍ରଥମ ସ୍ଥାନ ଏବଂ 'ସି' ରେ ଦ୍ୱିତୀୟ ସ୍ଥାନ ପାଇଥିଲେ। କାଟାଗୋରି 'ଡି'ରେ ରାଜ୍ୟର ଖେଳାଳି ଚାମ୍ପିୟନ ହୋଇଛନ୍ତି। ଟାଟା ଷ୍ଟିଲ ଗଲ୍ଫ କୋର୍ସରେ ଆୟୋଜିତ ଏହି ପ୍ରତିଯୋଗିତାରେ ବିଭିନ୍ନ ରାଜ୍ୟର ଖେଳାଳି ଅଂଶଗ୍ରହଣ କରିଥିଲେ। ପୁରସ୍କାର ବିତରଣ ଉତ୍ସବରେ ସମସ୍ତ ବିଜେତାଙ୍କୁ ଟ୍ରଫି ପ୍ରଦାନ କରାଯାଇଥିଲା। <box>606 745 1090 862</box>
schedule-row <box>1113 699 1492 721</box>
schedule-cell-teams: ମର୍ଚ୍ଚେଣ୍ଟ କ୍ଲବ ବନାମ ଯୁଙ୍ଗ ଷ୍ଟାର <box>1218 787 1450 809</box>
bda-sign: Sd/- <box>718 2217 736 2228</box>
schedule-cell-match: ୬୨ <box>1113 1117 1174 1139</box>
schedule-row <box>1113 567 1492 589</box>
ssa-title: Tender Call Notice <box>1264 1625 1354 1637</box>
table-row: 01:30 01:50 ବିଜୟୱାଡ଼ା 06:15 06:35 <box>769 2058 1108 2072</box>
ecr-tenders-website[interactable]: http://tenders.gov.in <box>1379 1380 1484 1392</box>
schedule-cell-group: ଏ <box>1450 1139 1492 1161</box>
schedule-cell-group: ବି <box>1450 545 1492 567</box>
center-photo-caption: ଲଣ୍ଡନରେ ଅଲିମ୍ପିକ ଭିଲେଜରେ ଗୁରୁବାର ଫଟୋଗ୍ରାଫରଙ୍କ ସମ୍ମୁଖୀନ ହୋଇଥିବା ଭାରତୀୟ ସୁଟର ରଞ୍ଜନ ସୋଢ଼ି ଓ ଜୟଦୀପ। <box>441 638 1053 653</box>
schedule-cell-date: ୨୬।୮ <box>1174 435 1218 457</box>
schedule-row <box>1113 787 1492 809</box>
bda-ref-no: No. 412 / BDA., Bhubaneswar <box>202 1946 356 1958</box>
schedule-cell-teams: ସୋର୍ଟ୍ ହଷ୍ଟେଲ ବନାମ ଯୁଙ୍ଗ ଷ୍ଟାର <box>1218 567 1450 589</box>
schedule-cell-group: ଏ <box>1450 611 1492 633</box>
schedule-cell-date: ୩୦।୮ <box>1174 633 1218 655</box>
schedule-cell-match: ୩୮ <box>1113 589 1174 611</box>
schedule-cell-teams: ରାଉର୍କେଲା ବନାମ ଓ୍ୱାଇସିସି <box>1218 1161 1450 1183</box>
puri-chennai-advertisement <box>760 1770 1116 2336</box>
schedule-row <box>1113 831 1492 853</box>
schedule-cell-match: ୪୧ <box>1113 655 1174 677</box>
schedule-cell-match: ୫୪ <box>1113 941 1174 963</box>
davp-code: davp 22204/11/0010/1213 <box>977 1718 1104 1729</box>
schedule-cell-match: ୫୮ <box>1113 1029 1174 1051</box>
schedule-cell-teams: ରାଧାଗୋବିନ୍ଦ ବନାମ ସୋର୍ଟ୍ ହଷ୍ଟେଲ <box>1218 897 1450 919</box>
